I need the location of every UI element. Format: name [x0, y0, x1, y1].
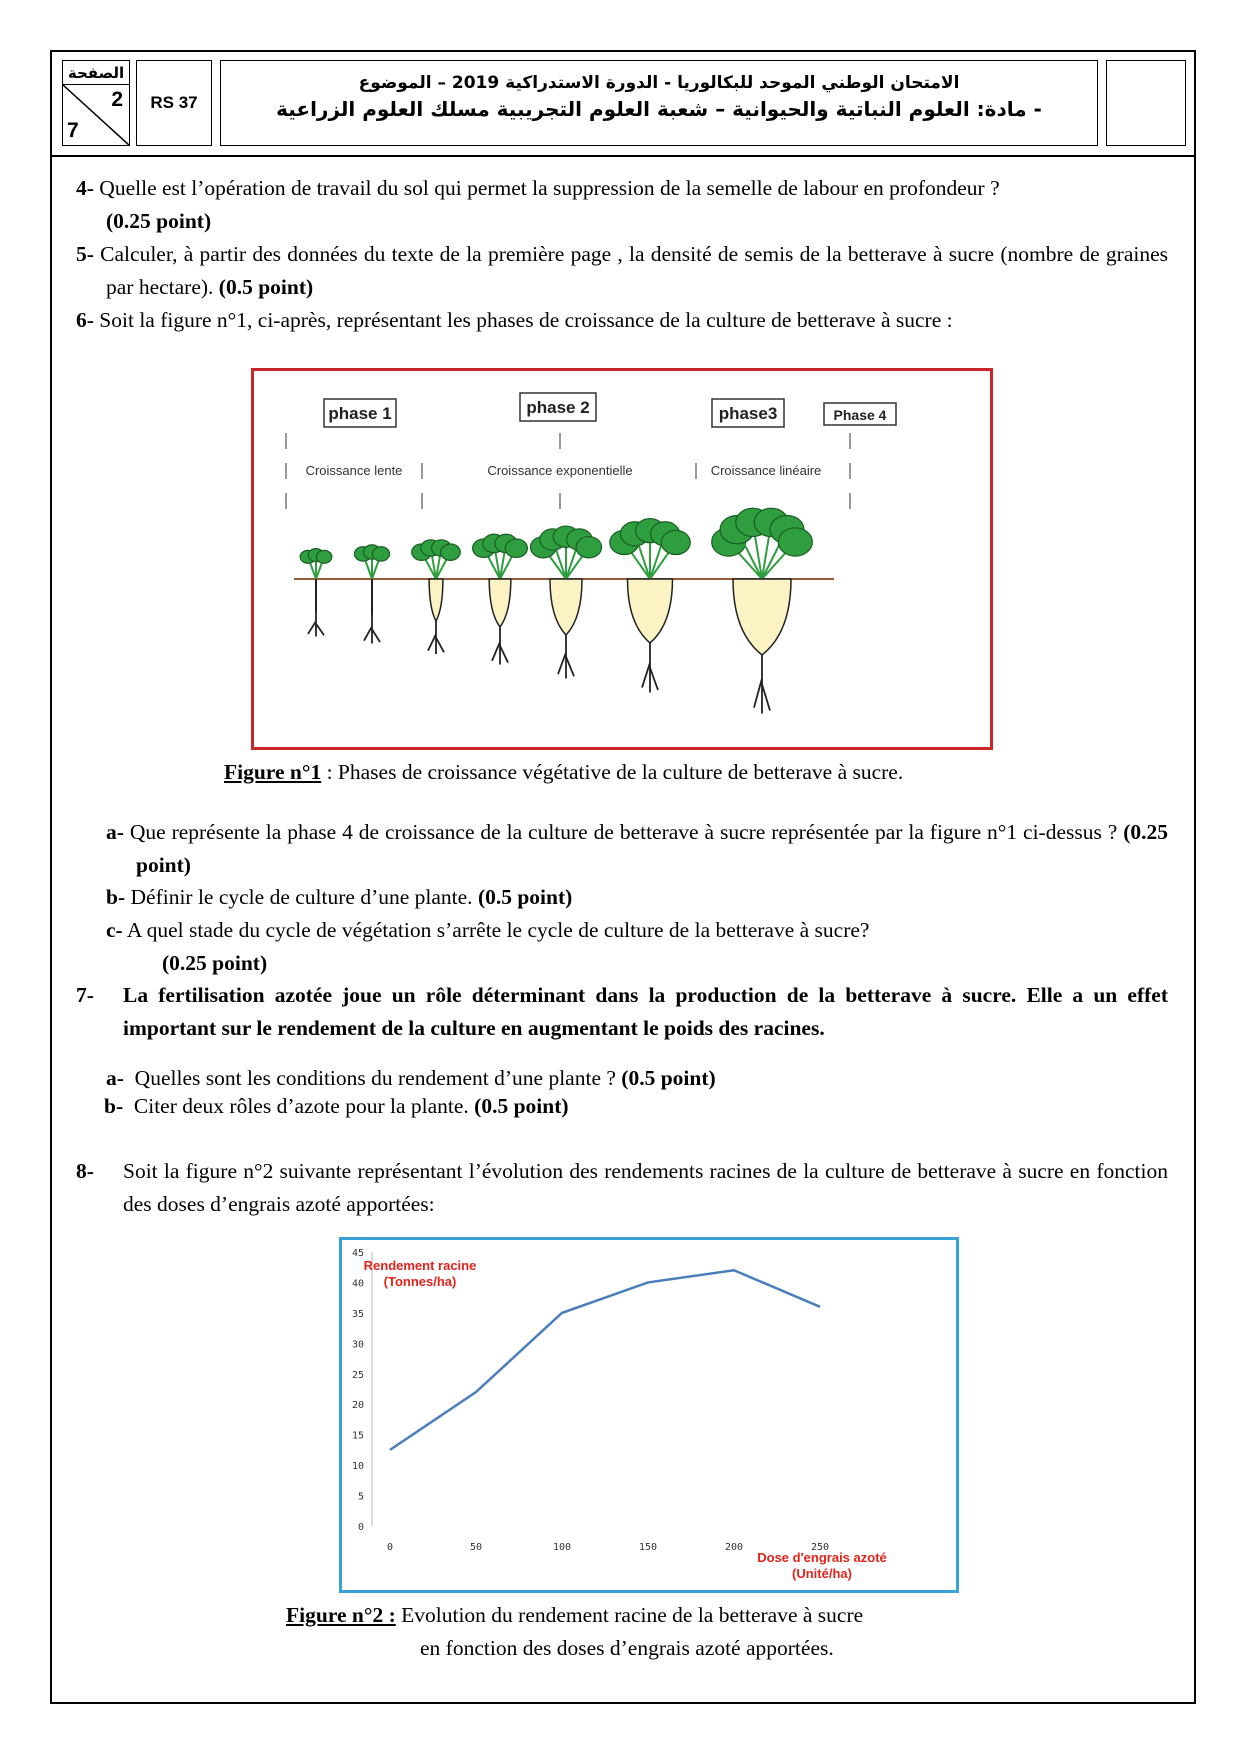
exam-code: RS 37: [136, 60, 212, 146]
beet-plant-5: [530, 526, 601, 678]
exam-title-line1: الامتحان الوطني الموحد للبكالوريا - الدورة الاستدراكية 2019 – الموضوع: [358, 73, 960, 93]
q7b-number: b-: [104, 1094, 124, 1118]
q4-text: Quelle est l’opération de travail du sol qui permet la suppression de la semelle de labour en profondeur ?: [99, 176, 1000, 200]
x-tick-label: 150: [638, 1542, 658, 1553]
beet-plant-4: [473, 534, 528, 664]
q7b-points: (0.5 point): [474, 1094, 569, 1118]
x-tick-label: 200: [724, 1542, 744, 1553]
beet-plant-2: [354, 545, 389, 644]
phase-label-1: phase 1: [328, 404, 392, 423]
page-number: 2: [111, 88, 123, 111]
q7a-number: a-: [106, 1066, 124, 1090]
question-7: [76, 979, 1168, 1045]
figure-2-caption-line2: en fonction des doses d’engrais azoté apportées.: [420, 1636, 834, 1660]
x-tick-label: 100: [552, 1542, 572, 1553]
y-tick-label: 15: [351, 1430, 364, 1442]
y-tick-label: 20: [351, 1400, 364, 1412]
beet-root: [489, 579, 511, 627]
question-6b: [106, 881, 1168, 914]
leaf: [661, 530, 690, 554]
exam-title-box: [220, 60, 1098, 146]
rootlets: [558, 635, 574, 679]
leaf: [576, 537, 602, 558]
q7a-points: (0.5 point): [621, 1066, 716, 1090]
q6b-number: b-: [106, 885, 126, 909]
figure-2-chart: [342, 1240, 956, 1590]
question-4: [76, 172, 1168, 238]
phase-label-2: phase 2: [526, 398, 590, 417]
figure-2: [339, 1237, 959, 1593]
leaf: [505, 539, 527, 558]
x-axis-label-line1: Dose d'engrais azoté: [757, 1550, 887, 1565]
q7-number: 7-: [76, 983, 94, 1007]
growth-label-1: Croissance lente: [305, 463, 403, 478]
figure-1: [251, 368, 993, 750]
q6a-number: a-: [106, 820, 124, 844]
q6b-text: Définir le cycle de culture d’une plante.: [130, 885, 473, 909]
y-tick-label: 10: [351, 1461, 364, 1473]
rootlets: [642, 643, 658, 693]
figure-2-caption-label: Figure n°2 :: [286, 1603, 396, 1627]
q6b-points: (0.5 point): [477, 885, 573, 909]
question-7b: [104, 1090, 1166, 1123]
q4-number: 4-: [76, 176, 94, 200]
q4-points: (0.25 point): [106, 209, 212, 233]
leaf: [441, 544, 461, 560]
q6c-text: A quel stade du cycle de végétation s’arrête le cycle de culture de la betterave à sucre?: [126, 918, 870, 942]
q7a-text: Quelles sont les conditions du rendement d’une plante ?: [134, 1066, 616, 1090]
q8-number: 8-: [76, 1159, 94, 1183]
x-tick-label: 250: [810, 1542, 830, 1553]
q6a-points: (0.25 point): [136, 820, 1169, 877]
exam-title-line2: - مادة: العلوم النباتية والحيوانية – شعبة العلوم التجريبية مسلك العلوم الزراعية: [276, 97, 1042, 121]
q6-number: 6-: [76, 308, 94, 332]
rootlets: [492, 627, 508, 665]
rootlets: [428, 621, 444, 654]
phase-label-4: Phase 4: [833, 407, 887, 423]
growth-label-3: Croissance linéaire: [710, 463, 822, 478]
beet-root: [733, 579, 791, 655]
question-6a: [106, 816, 1168, 882]
page-number-box: [62, 60, 130, 146]
y-axis-label-line2: (Tonnes/ha): [383, 1274, 457, 1289]
q5-points: (0.5 point): [218, 275, 314, 299]
figure-1-caption-label: Figure n°1: [224, 760, 322, 784]
q8-text: Soit la figure n°2 suivante représentant l’évolution des rendements racines de la culture de betterave à sucre en fonction des doses d’engrais azoté apportées:: [123, 1159, 1168, 1216]
page-total: 7: [67, 119, 79, 142]
y-tick-label: 30: [351, 1339, 364, 1351]
y-axis-label-line1: Rendement racine: [363, 1258, 477, 1273]
question-6: [76, 304, 1168, 337]
blank-header-box: [1106, 60, 1186, 146]
question-8: [76, 1155, 1168, 1221]
growth-label-2: Croissance exponentielle: [487, 463, 633, 478]
beet-plant-7: [712, 508, 813, 713]
q5-number: 5-: [76, 242, 94, 266]
leaf: [372, 547, 389, 561]
x-tick-label: 50: [469, 1542, 483, 1553]
beet-plant-6: [610, 519, 690, 693]
x-axis-label-line2: (Unité/ha): [792, 1566, 852, 1581]
q6c-number: c-: [106, 918, 123, 942]
y-tick-label: 35: [351, 1308, 364, 1320]
phase-label-3: phase3: [718, 404, 778, 423]
rootlets: [308, 611, 324, 637]
q6-text: Soit la figure n°1, ci-après, représentant les phases de croissance de la culture de betterave à sucre :: [99, 308, 953, 332]
rootlets: [364, 615, 380, 644]
y-tick-label: 0: [357, 1522, 364, 1533]
y-tick-label: 45: [351, 1248, 364, 1259]
q7b-text: Citer deux rôles d’azote pour la plante.: [133, 1094, 469, 1118]
y-tick-label: 25: [351, 1369, 364, 1381]
figure-1-caption-text: : Phases de croissance végétative de la culture de betterave à sucre.: [326, 760, 904, 784]
page-label: الصفحة: [63, 62, 129, 85]
q6a-text: Que représente la phase 4 de croissance de la culture de betterave à sucre représentée par la figure n°1 ci-dessus ?: [129, 820, 1118, 844]
rootlets: [754, 655, 770, 714]
figure-2-caption-line1: Evolution du rendement racine de la betterave à sucre: [401, 1603, 864, 1627]
figure-1-caption: [224, 756, 1124, 789]
q5-text: Calculer, à partir des données du texte de la première page , la densité de semis de la betterave à sucre (nombre de graines par hectare).: [100, 242, 1169, 299]
beet-plant-3: [412, 540, 461, 654]
leaf: [316, 550, 331, 563]
question-6c: [106, 914, 1168, 980]
figure-1-diagram: [254, 371, 990, 747]
q6c-points: (0.25 point): [162, 951, 268, 975]
leaf: [778, 528, 812, 556]
series-line: [390, 1270, 820, 1450]
beet-plant-1: [300, 549, 332, 637]
q7-text: La fertilisation azotée joue un rôle déterminant dans la production de la betterave à sucre. Elle a un effet important sur le rendement de la culture en augmentant le poids des racines.: [123, 983, 1168, 1040]
figure-2-caption: [286, 1599, 1086, 1665]
y-tick-label: 40: [351, 1278, 364, 1290]
beet-root: [550, 579, 582, 635]
beet-root: [628, 579, 673, 643]
y-tick-label: 5: [357, 1491, 364, 1503]
question-5: [76, 238, 1168, 304]
beet-root: [429, 579, 443, 621]
x-tick-label: 0: [386, 1542, 394, 1553]
